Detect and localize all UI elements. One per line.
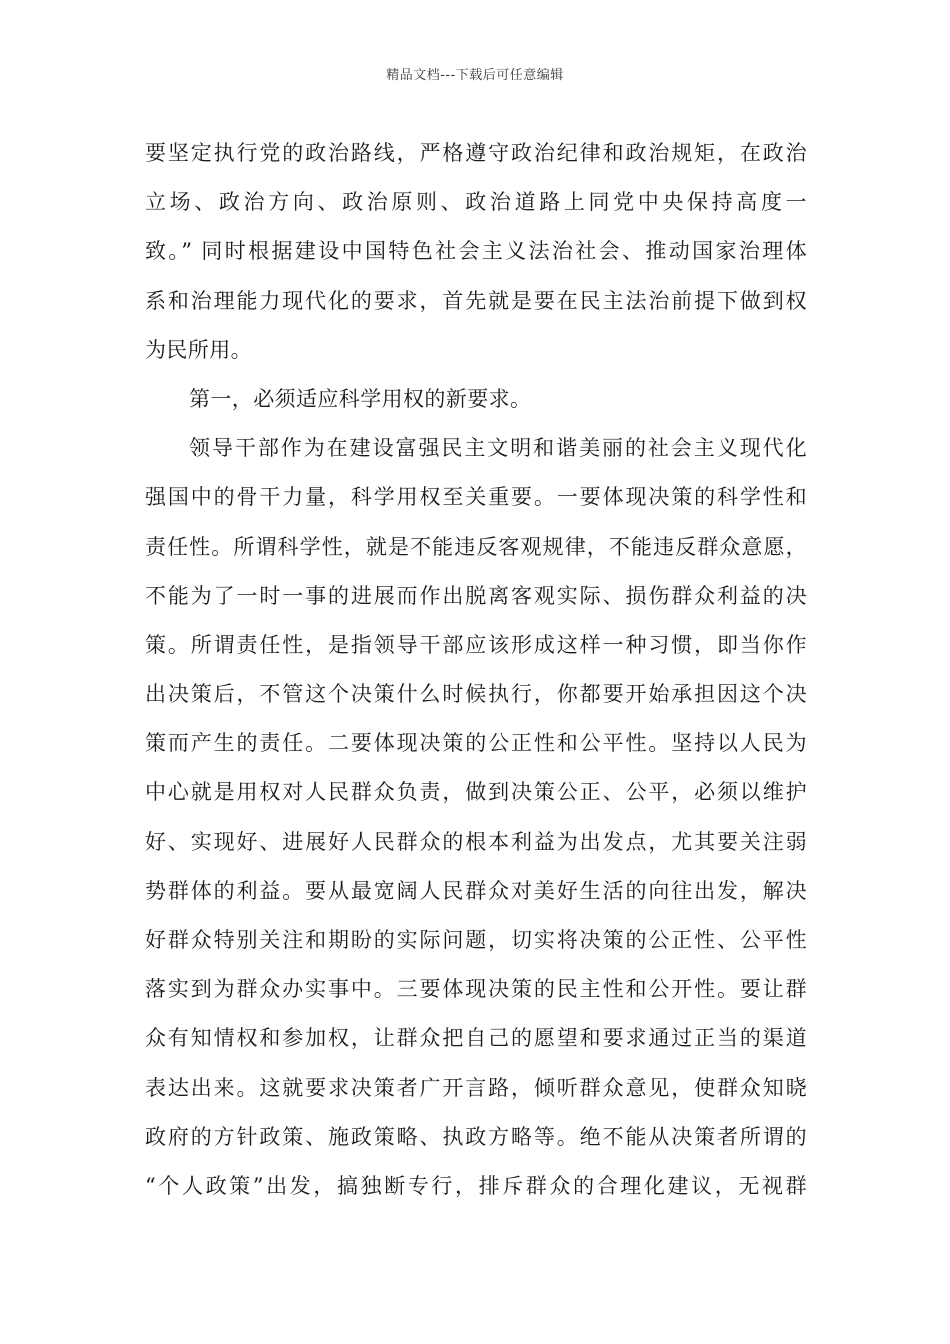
text-line: 立场、政治方向、政治原则、政治道路上同党中央保持高度一 [145,190,807,215]
text-line: 系和治理能力现代化的要求，首先就是要在民主法治前提下做到权 [145,288,807,313]
text-line: 好群众特别关注和期盼的实际问题，切实将决策的公正性、公平性 [145,928,807,952]
text-line: 为民所用。 [145,337,252,362]
text-line: 好、实现好、进展好人民群众的根本利益为出发点，尤其要关注弱 [145,829,807,854]
section-heading: 第一，必须适应科学用权的新要求。 [189,386,532,411]
text-line: 不能为了一时一事的进展而作出脱离客观实际、损伤群众利益的决 [145,583,807,608]
text-line: 势群体的利益。要从最宽阔人民群众对美好生活的向往出发，解决 [145,878,807,903]
text-line: 要坚定执行党的政治路线，严格遵守政治纪律和政治规矩，在政治 [145,141,807,165]
text-line: 中心就是用权对人民群众负责，做到决策公正、公平，必须以维护 [145,780,807,805]
text-line: 众有知情权和参加权，让群众把自己的愿望和要求通过正当的渠道 [145,1026,807,1051]
text-line: 策。所谓责任性，是指领导干部应该形成这样一种习惯，即当你作 [145,632,807,657]
text-line: 致。” 同时根据建设中国特色社会主义法治社会、推动国家治理体 [145,239,807,264]
text-line: 政府的方针政策、施政策略、执政方略等。绝不能从决策者所谓的 [145,1124,807,1149]
text-line: 表达出来。这就要求决策者广开言路，倾听群众意见，使群众知晓 [145,1075,807,1100]
text-line: 领导干部作为在建设富强民主文明和谐美丽的社会主义现代化 [189,436,807,461]
text-line: 出决策后，不管这个决策什么时候执行，你都要开始承担因这个决 [145,682,807,707]
text-line: 落实到为群众办实事中。三要体现决策的民主性和公开性。要让群 [145,977,807,1002]
text-line: 责任性。所谓科学性，就是不能违反客观规律，不能违反群众意愿， [145,534,807,559]
text-line: 策而产生的责任。二要体现决策的公正性和公平性。坚持以人民为 [145,731,807,756]
document-body [145,129,807,1211]
text-line: 强国中的骨干力量，科学用权至关重要。一要体现决策的科学性和 [145,485,807,510]
text-line: “个人政策”出发，搞独断专行，排斥群众的合理化建议，无视群 [145,1173,807,1198]
page-header: 精品文档---下载后可任意编辑 [386,68,564,83]
